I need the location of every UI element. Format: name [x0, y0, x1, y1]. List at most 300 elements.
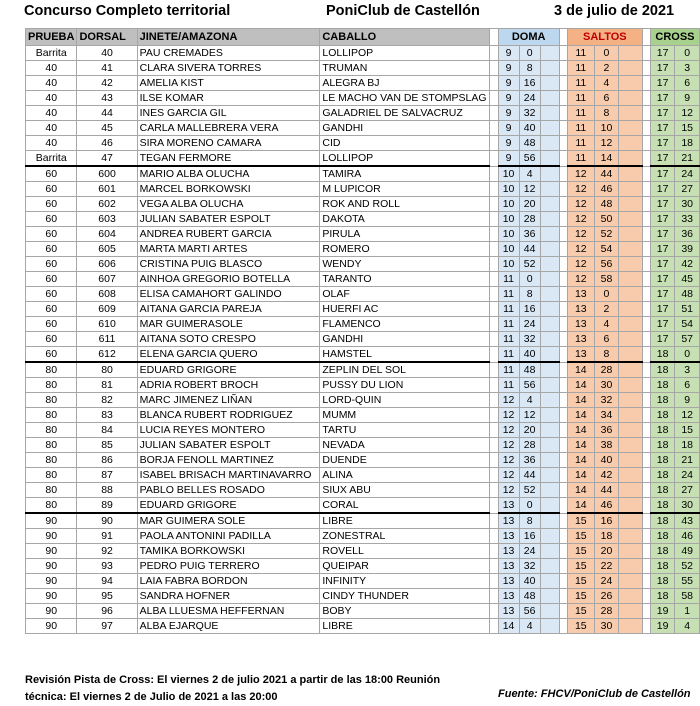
cross-hour-cell: 17: [650, 106, 674, 121]
saltos-hour-cell: 11: [568, 46, 595, 61]
saltos-minute-cell: 8: [594, 347, 619, 363]
cross-minute-cell: 51: [675, 302, 700, 317]
dorsal-cell: 83: [77, 408, 137, 423]
saltos-hour-cell: 12: [568, 227, 595, 242]
table-row: [26, 574, 700, 589]
table-row: [26, 317, 700, 332]
cross-minute-cell: 3: [675, 362, 700, 378]
rider-cell: ALBA LLUESMA HEFFERNAN: [137, 604, 320, 619]
dorsal-cell: 92: [77, 544, 137, 559]
doma-minute-cell: 24: [519, 91, 540, 106]
doma-minute-cell: 8: [519, 513, 540, 529]
rider-cell: PEDRO PUIG TERRERO: [137, 559, 320, 574]
doma-hour-cell: 9: [498, 121, 519, 136]
doma-hour-cell: 11: [498, 272, 519, 287]
prueba-cell: 80: [26, 498, 77, 514]
doma-minute-cell: 48: [519, 362, 540, 378]
saltos-minute-cell: 10: [594, 121, 619, 136]
cross-minute-cell: 9: [675, 393, 700, 408]
doma-hour-cell: 9: [498, 61, 519, 76]
cross-hour-cell: 17: [650, 257, 674, 272]
saltos-minute-cell: 54: [594, 242, 619, 257]
doma-minute-cell: 16: [519, 302, 540, 317]
doma-minute-cell: 12: [519, 408, 540, 423]
cross-hour-cell: 17: [650, 332, 674, 347]
horse-cell: TAMIRA: [320, 166, 490, 182]
table-row: [26, 378, 700, 393]
doma-minute-cell: 16: [519, 76, 540, 91]
doma-hour-cell: 10: [498, 182, 519, 197]
saltos-minute-cell: 12: [594, 136, 619, 151]
cross-minute-cell: 3: [675, 61, 700, 76]
saltos-minute-cell: 6: [594, 332, 619, 347]
doma-minute-cell: 16: [519, 529, 540, 544]
saltos-hour-cell: 11: [568, 91, 595, 106]
saltos-minute-cell: 28: [594, 362, 619, 378]
saltos-hour-cell: 11: [568, 151, 595, 167]
cross-hour-cell: 17: [650, 151, 674, 167]
horse-cell: GALADRIEL DE SALVACRUZ: [320, 106, 490, 121]
cross-minute-cell: 24: [675, 166, 700, 182]
rider-cell: JULIAN SABATER ESPOLT: [137, 438, 320, 453]
saltos-minute-cell: 0: [594, 287, 619, 302]
col-cross: CROSS: [650, 29, 699, 46]
prueba-cell: 90: [26, 589, 77, 604]
cross-minute-cell: 4: [675, 619, 700, 634]
saltos-hour-cell: 15: [568, 589, 595, 604]
doma-minute-cell: 8: [519, 61, 540, 76]
saltos-minute-cell: 36: [594, 423, 619, 438]
horse-cell: ALEGRA BJ: [320, 76, 490, 91]
rider-cell: TAMIKA BORKOWSKI: [137, 544, 320, 559]
horse-cell: LORD-QUIN: [320, 393, 490, 408]
doma-minute-cell: 24: [519, 317, 540, 332]
prueba-cell: 60: [26, 332, 77, 347]
rider-cell: SIRA MORENO CAMARA: [137, 136, 320, 151]
horse-cell: FLAMENCO: [320, 317, 490, 332]
prueba-cell: 60: [26, 317, 77, 332]
doma-hour-cell: 10: [498, 242, 519, 257]
saltos-hour-cell: 14: [568, 498, 595, 514]
doma-hour-cell: 10: [498, 227, 519, 242]
saltos-hour-cell: 14: [568, 393, 595, 408]
table-row: [26, 197, 700, 212]
table-row: [26, 106, 700, 121]
horse-cell: WENDY: [320, 257, 490, 272]
saltos-minute-cell: 40: [594, 453, 619, 468]
horse-cell: HUERFI AC: [320, 302, 490, 317]
table-row: [26, 287, 700, 302]
table-row: [26, 498, 700, 514]
rider-cell: LAIA FABRA BORDON: [137, 574, 320, 589]
saltos-hour-cell: 15: [568, 574, 595, 589]
cross-minute-cell: 57: [675, 332, 700, 347]
doma-minute-cell: 40: [519, 574, 540, 589]
saltos-minute-cell: 20: [594, 544, 619, 559]
doma-minute-cell: 52: [519, 483, 540, 498]
horse-cell: LOLLIPOP: [320, 46, 490, 61]
cross-minute-cell: 15: [675, 121, 700, 136]
saltos-hour-cell: 12: [568, 242, 595, 257]
rider-cell: MARIO ALBA OLUCHA: [137, 166, 320, 182]
rider-cell: INES GARCIA GIL: [137, 106, 320, 121]
dorsal-cell: 603: [77, 212, 137, 227]
saltos-minute-cell: 44: [594, 166, 619, 182]
saltos-minute-cell: 56: [594, 257, 619, 272]
cross-hour-cell: 18: [650, 468, 674, 483]
dorsal-cell: 85: [77, 438, 137, 453]
event-title: Concurso Completo territorial: [24, 3, 231, 19]
horse-cell: TARANTO: [320, 272, 490, 287]
saltos-hour-cell: 14: [568, 423, 595, 438]
cross-minute-cell: 30: [675, 498, 700, 514]
footer-note: Revisión Pista de Cross: El viernes 2 de julio 2021 a partir de las 18:00 Reunión técnica: El viernes 2 de Julio de 2021 a las 20:00: [25, 674, 441, 703]
table-row: [26, 136, 700, 151]
doma-hour-cell: 12: [498, 483, 519, 498]
col-dorsal: DORSAL: [77, 29, 137, 46]
cross-hour-cell: 18: [650, 347, 674, 363]
doma-hour-cell: 12: [498, 423, 519, 438]
dorsal-cell: 611: [77, 332, 137, 347]
dorsal-cell: 612: [77, 347, 137, 363]
cross-minute-cell: 27: [675, 182, 700, 197]
doma-minute-cell: 12: [519, 182, 540, 197]
saltos-hour-cell: 13: [568, 287, 595, 302]
saltos-hour-cell: 15: [568, 544, 595, 559]
cross-hour-cell: 18: [650, 589, 674, 604]
horse-cell: TRUMAN: [320, 61, 490, 76]
saltos-hour-cell: 12: [568, 257, 595, 272]
doma-hour-cell: 11: [498, 347, 519, 363]
cross-hour-cell: 17: [650, 121, 674, 136]
table-row: [26, 408, 700, 423]
saltos-minute-cell: 58: [594, 272, 619, 287]
horse-cell: ZEPLIN DEL SOL: [320, 362, 490, 378]
table-header-row: [26, 29, 700, 46]
table-row: [26, 453, 700, 468]
horse-cell: DUENDE: [320, 453, 490, 468]
cross-minute-cell: 30: [675, 197, 700, 212]
cross-minute-cell: 54: [675, 317, 700, 332]
saltos-minute-cell: 6: [594, 91, 619, 106]
cross-minute-cell: 58: [675, 589, 700, 604]
prueba-cell: Barrita: [26, 151, 77, 167]
table-row: [26, 513, 700, 529]
doma-minute-cell: 28: [519, 438, 540, 453]
rider-cell: JULIAN SABATER ESPOLT: [137, 212, 320, 227]
rider-cell: AINHOA GREGORIO BOTELLA: [137, 272, 320, 287]
doma-hour-cell: 13: [498, 559, 519, 574]
rider-cell: ADRIA ROBERT BROCH: [137, 378, 320, 393]
dorsal-cell: 95: [77, 589, 137, 604]
doma-hour-cell: 13: [498, 604, 519, 619]
horse-cell: LOLLIPOP: [320, 151, 490, 167]
cross-hour-cell: 17: [650, 136, 674, 151]
rider-cell: TEGAN FERMORE: [137, 151, 320, 167]
horse-cell: SIUX ABU: [320, 483, 490, 498]
doma-hour-cell: 13: [498, 544, 519, 559]
cross-minute-cell: 45: [675, 272, 700, 287]
cross-hour-cell: 17: [650, 317, 674, 332]
cross-minute-cell: 18: [675, 438, 700, 453]
cross-minute-cell: 15: [675, 423, 700, 438]
doma-minute-cell: 20: [519, 197, 540, 212]
cross-hour-cell: 18: [650, 423, 674, 438]
cross-hour-cell: 17: [650, 212, 674, 227]
table-row: [26, 151, 700, 167]
cross-minute-cell: 1: [675, 604, 700, 619]
rider-cell: MARCEL BORKOWSKI: [137, 182, 320, 197]
table-row: [26, 604, 700, 619]
rider-cell: ISABEL BRISACH MARTINAVARRO: [137, 468, 320, 483]
doma-minute-cell: 0: [519, 272, 540, 287]
doma-hour-cell: 9: [498, 106, 519, 121]
horse-cell: INFINITY: [320, 574, 490, 589]
cross-minute-cell: 46: [675, 529, 700, 544]
cross-hour-cell: 18: [650, 438, 674, 453]
dorsal-cell: 87: [77, 468, 137, 483]
table-row: [26, 91, 700, 106]
table-row: [26, 393, 700, 408]
cross-hour-cell: 18: [650, 362, 674, 378]
footer-source: Fuente: FHCV/PoniClub de Castellón: [498, 688, 691, 700]
rider-cell: ALBA EJARQUE: [137, 619, 320, 634]
saltos-hour-cell: 14: [568, 483, 595, 498]
table-row: [26, 242, 700, 257]
doma-hour-cell: 13: [498, 574, 519, 589]
table-row: [26, 121, 700, 136]
saltos-hour-cell: 14: [568, 453, 595, 468]
rider-cell: CARLA MALLEBRERA VERA: [137, 121, 320, 136]
horse-cell: ALINA: [320, 468, 490, 483]
dorsal-cell: 605: [77, 242, 137, 257]
rider-cell: ANDREA RUBERT GARCIA: [137, 227, 320, 242]
prueba-cell: 80: [26, 468, 77, 483]
prueba-cell: 80: [26, 393, 77, 408]
cross-minute-cell: 39: [675, 242, 700, 257]
cross-hour-cell: 18: [650, 378, 674, 393]
saltos-hour-cell: 11: [568, 106, 595, 121]
rider-cell: MARC JIMENEZ LIÑAN: [137, 393, 320, 408]
doma-hour-cell: 12: [498, 393, 519, 408]
prueba-cell: 90: [26, 529, 77, 544]
rider-cell: BLANCA RUBERT RODRIGUEZ: [137, 408, 320, 423]
saltos-hour-cell: 13: [568, 302, 595, 317]
cross-hour-cell: 18: [650, 483, 674, 498]
saltos-hour-cell: 13: [568, 332, 595, 347]
doma-hour-cell: 9: [498, 46, 519, 61]
table-row: [26, 332, 700, 347]
doma-hour-cell: 9: [498, 151, 519, 167]
saltos-hour-cell: 15: [568, 513, 595, 529]
table-row: [26, 559, 700, 574]
saltos-minute-cell: 30: [594, 619, 619, 634]
saltos-hour-cell: 14: [568, 408, 595, 423]
saltos-minute-cell: 26: [594, 589, 619, 604]
cross-minute-cell: 52: [675, 559, 700, 574]
doma-minute-cell: 56: [519, 151, 540, 167]
rider-cell: LUCIA REYES MONTERO: [137, 423, 320, 438]
doma-minute-cell: 4: [519, 393, 540, 408]
cross-hour-cell: 17: [650, 242, 674, 257]
prueba-cell: 90: [26, 544, 77, 559]
cross-minute-cell: 12: [675, 106, 700, 121]
table-row: [26, 468, 700, 483]
cross-hour-cell: 18: [650, 408, 674, 423]
saltos-hour-cell: 12: [568, 166, 595, 182]
horse-cell: CID: [320, 136, 490, 151]
horse-cell: LIBRE: [320, 513, 490, 529]
cross-minute-cell: 48: [675, 287, 700, 302]
rider-cell: ELISA CAMAHORT GALINDO: [137, 287, 320, 302]
doma-hour-cell: 11: [498, 378, 519, 393]
rider-cell: MARTA MARTI ARTES: [137, 242, 320, 257]
cross-hour-cell: 18: [650, 544, 674, 559]
dorsal-cell: 93: [77, 559, 137, 574]
cross-hour-cell: 18: [650, 453, 674, 468]
cross-minute-cell: 55: [675, 574, 700, 589]
cross-minute-cell: 43: [675, 513, 700, 529]
prueba-cell: 60: [26, 302, 77, 317]
doma-hour-cell: 12: [498, 468, 519, 483]
table-row: [26, 347, 700, 363]
col-saltos: SALTOS: [568, 29, 643, 46]
doma-hour-cell: 12: [498, 438, 519, 453]
prueba-cell: 40: [26, 91, 77, 106]
saltos-hour-cell: 15: [568, 604, 595, 619]
saltos-hour-cell: 11: [568, 121, 595, 136]
prueba-cell: 60: [26, 257, 77, 272]
cross-minute-cell: 36: [675, 227, 700, 242]
cross-minute-cell: 0: [675, 46, 700, 61]
table-row: [26, 166, 700, 182]
saltos-minute-cell: 42: [594, 468, 619, 483]
saltos-hour-cell: 13: [568, 347, 595, 363]
table-row: [26, 619, 700, 634]
prueba-cell: 40: [26, 121, 77, 136]
rider-cell: PAU CREMADES: [137, 46, 320, 61]
prueba-cell: 60: [26, 212, 77, 227]
prueba-cell: 60: [26, 242, 77, 257]
doma-hour-cell: 13: [498, 498, 519, 514]
dorsal-cell: 600: [77, 166, 137, 182]
horse-cell: LIBRE: [320, 619, 490, 634]
horse-cell: BOBY: [320, 604, 490, 619]
table-row: [26, 544, 700, 559]
doma-minute-cell: 0: [519, 498, 540, 514]
rider-cell: PABLO BELLES ROSADO: [137, 483, 320, 498]
dorsal-cell: 44: [77, 106, 137, 121]
horse-cell: PIRULA: [320, 227, 490, 242]
dorsal-cell: 45: [77, 121, 137, 136]
horse-cell: OLAF: [320, 287, 490, 302]
horse-cell: QUEIPAR: [320, 559, 490, 574]
prueba-cell: 60: [26, 166, 77, 182]
rider-cell: MAR GUIMERASOLE: [137, 317, 320, 332]
cross-hour-cell: 17: [650, 166, 674, 182]
doma-minute-cell: 32: [519, 332, 540, 347]
dorsal-cell: 607: [77, 272, 137, 287]
col-prueba: PRUEBA: [26, 29, 77, 46]
horse-cell: HAMSTEL: [320, 347, 490, 363]
cross-minute-cell: 21: [675, 151, 700, 167]
rider-cell: EDUARD GRIGORE: [137, 362, 320, 378]
saltos-hour-cell: 15: [568, 529, 595, 544]
table-row: [26, 76, 700, 91]
doma-hour-cell: 11: [498, 302, 519, 317]
horse-cell: CINDY THUNDER: [320, 589, 490, 604]
horse-cell: PUSSY DU LION: [320, 378, 490, 393]
doma-hour-cell: 9: [498, 76, 519, 91]
prueba-cell: 80: [26, 362, 77, 378]
cross-hour-cell: 18: [650, 393, 674, 408]
rider-cell: BORJA FENOLL MARTINEZ: [137, 453, 320, 468]
saltos-minute-cell: 16: [594, 513, 619, 529]
doma-minute-cell: 28: [519, 212, 540, 227]
cross-hour-cell: 17: [650, 272, 674, 287]
dorsal-cell: 82: [77, 393, 137, 408]
cross-hour-cell: 17: [650, 61, 674, 76]
saltos-minute-cell: 14: [594, 151, 619, 167]
saltos-minute-cell: 52: [594, 227, 619, 242]
schedule-table: [25, 28, 700, 634]
doma-hour-cell: 11: [498, 287, 519, 302]
saltos-minute-cell: 24: [594, 574, 619, 589]
prueba-cell: 90: [26, 604, 77, 619]
rider-cell: AITANA GARCIA PAREJA: [137, 302, 320, 317]
prueba-cell: 60: [26, 197, 77, 212]
prueba-cell: 40: [26, 76, 77, 91]
table-row: [26, 529, 700, 544]
doma-hour-cell: 12: [498, 453, 519, 468]
doma-minute-cell: 40: [519, 121, 540, 136]
cross-hour-cell: 18: [650, 529, 674, 544]
saltos-minute-cell: 0: [594, 46, 619, 61]
rider-cell: ELENA GARCIA QUERO: [137, 347, 320, 363]
cross-hour-cell: 17: [650, 182, 674, 197]
table-row: [26, 227, 700, 242]
horse-cell: M LUPICOR: [320, 182, 490, 197]
saltos-minute-cell: 4: [594, 317, 619, 332]
saltos-hour-cell: 11: [568, 136, 595, 151]
cross-minute-cell: 49: [675, 544, 700, 559]
doma-minute-cell: 32: [519, 106, 540, 121]
table-row: [26, 423, 700, 438]
table-row: [26, 182, 700, 197]
prueba-cell: 40: [26, 106, 77, 121]
saltos-minute-cell: 30: [594, 378, 619, 393]
rider-cell: CLARA SIVERA TORRES: [137, 61, 320, 76]
saltos-minute-cell: 46: [594, 498, 619, 514]
saltos-hour-cell: 14: [568, 468, 595, 483]
table-row: [26, 46, 700, 61]
cross-minute-cell: 24: [675, 468, 700, 483]
dorsal-cell: 81: [77, 378, 137, 393]
cross-minute-cell: 18: [675, 136, 700, 151]
doma-minute-cell: 8: [519, 287, 540, 302]
saltos-minute-cell: 22: [594, 559, 619, 574]
saltos-hour-cell: 12: [568, 197, 595, 212]
dorsal-cell: 606: [77, 257, 137, 272]
cross-minute-cell: 6: [675, 76, 700, 91]
cross-hour-cell: 18: [650, 574, 674, 589]
doma-hour-cell: 12: [498, 408, 519, 423]
doma-minute-cell: 4: [519, 619, 540, 634]
prueba-cell: 60: [26, 182, 77, 197]
table-row: [26, 257, 700, 272]
cross-hour-cell: 17: [650, 76, 674, 91]
horse-cell: GANDHI: [320, 121, 490, 136]
